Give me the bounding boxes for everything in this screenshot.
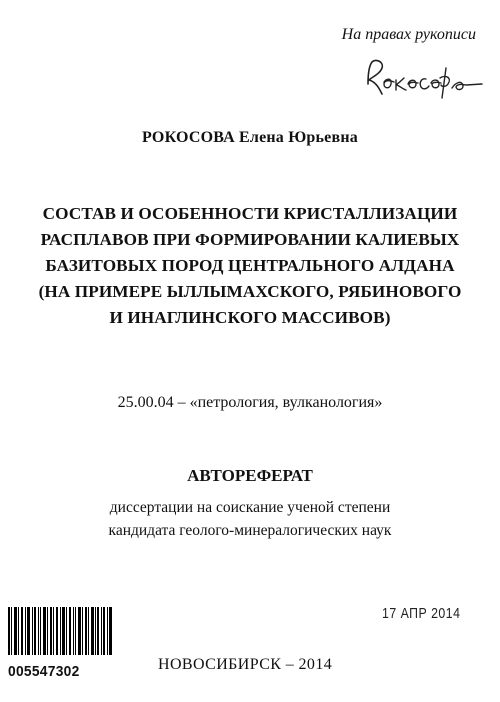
title-line: (НА ПРИМЕРЕ ЫЛЛЫМАХСКОГО, РЯБИНОВОГО (38, 282, 462, 301)
author-name: РОКОСОВА Елена Юрьевна (142, 129, 358, 146)
document-type: АВТОРЕФЕРАТ (187, 466, 313, 485)
title-line: БАЗИТОВЫХ ПОРОД ЦЕНТРАЛЬНОГО АЛДАНА (45, 256, 455, 275)
barcode-number: 005547302 (8, 663, 80, 680)
specialty-code: 25.00.04 – «петрология, вулканология» (117, 394, 383, 411)
handwritten-signature (356, 58, 484, 102)
title-line: СОСТАВ И ОСОБЕННОСТИ КРИСТАЛЛИЗАЦИИ (42, 204, 458, 223)
date-stamp: 17 АПР 2014 (382, 605, 461, 622)
city-year: НОВОСИБИРСК – 2014 (158, 656, 333, 673)
title-line: РАСПЛАВОВ ПРИ ФОРМИРОВАНИИ КАЛИЕВЫХ (40, 230, 460, 249)
rights-note: На правах рукописи (341, 26, 476, 43)
degree-purpose (0, 496, 500, 542)
purpose-line: диссертации на соискание ученой степени (109, 499, 391, 516)
title-line: И ИНАГЛИНСКОГО МАССИВОВ) (109, 308, 391, 327)
purpose-line: кандидата геолого-минералогических наук (108, 522, 392, 539)
barcode-image (8, 607, 112, 655)
dissertation-title (12, 201, 488, 331)
